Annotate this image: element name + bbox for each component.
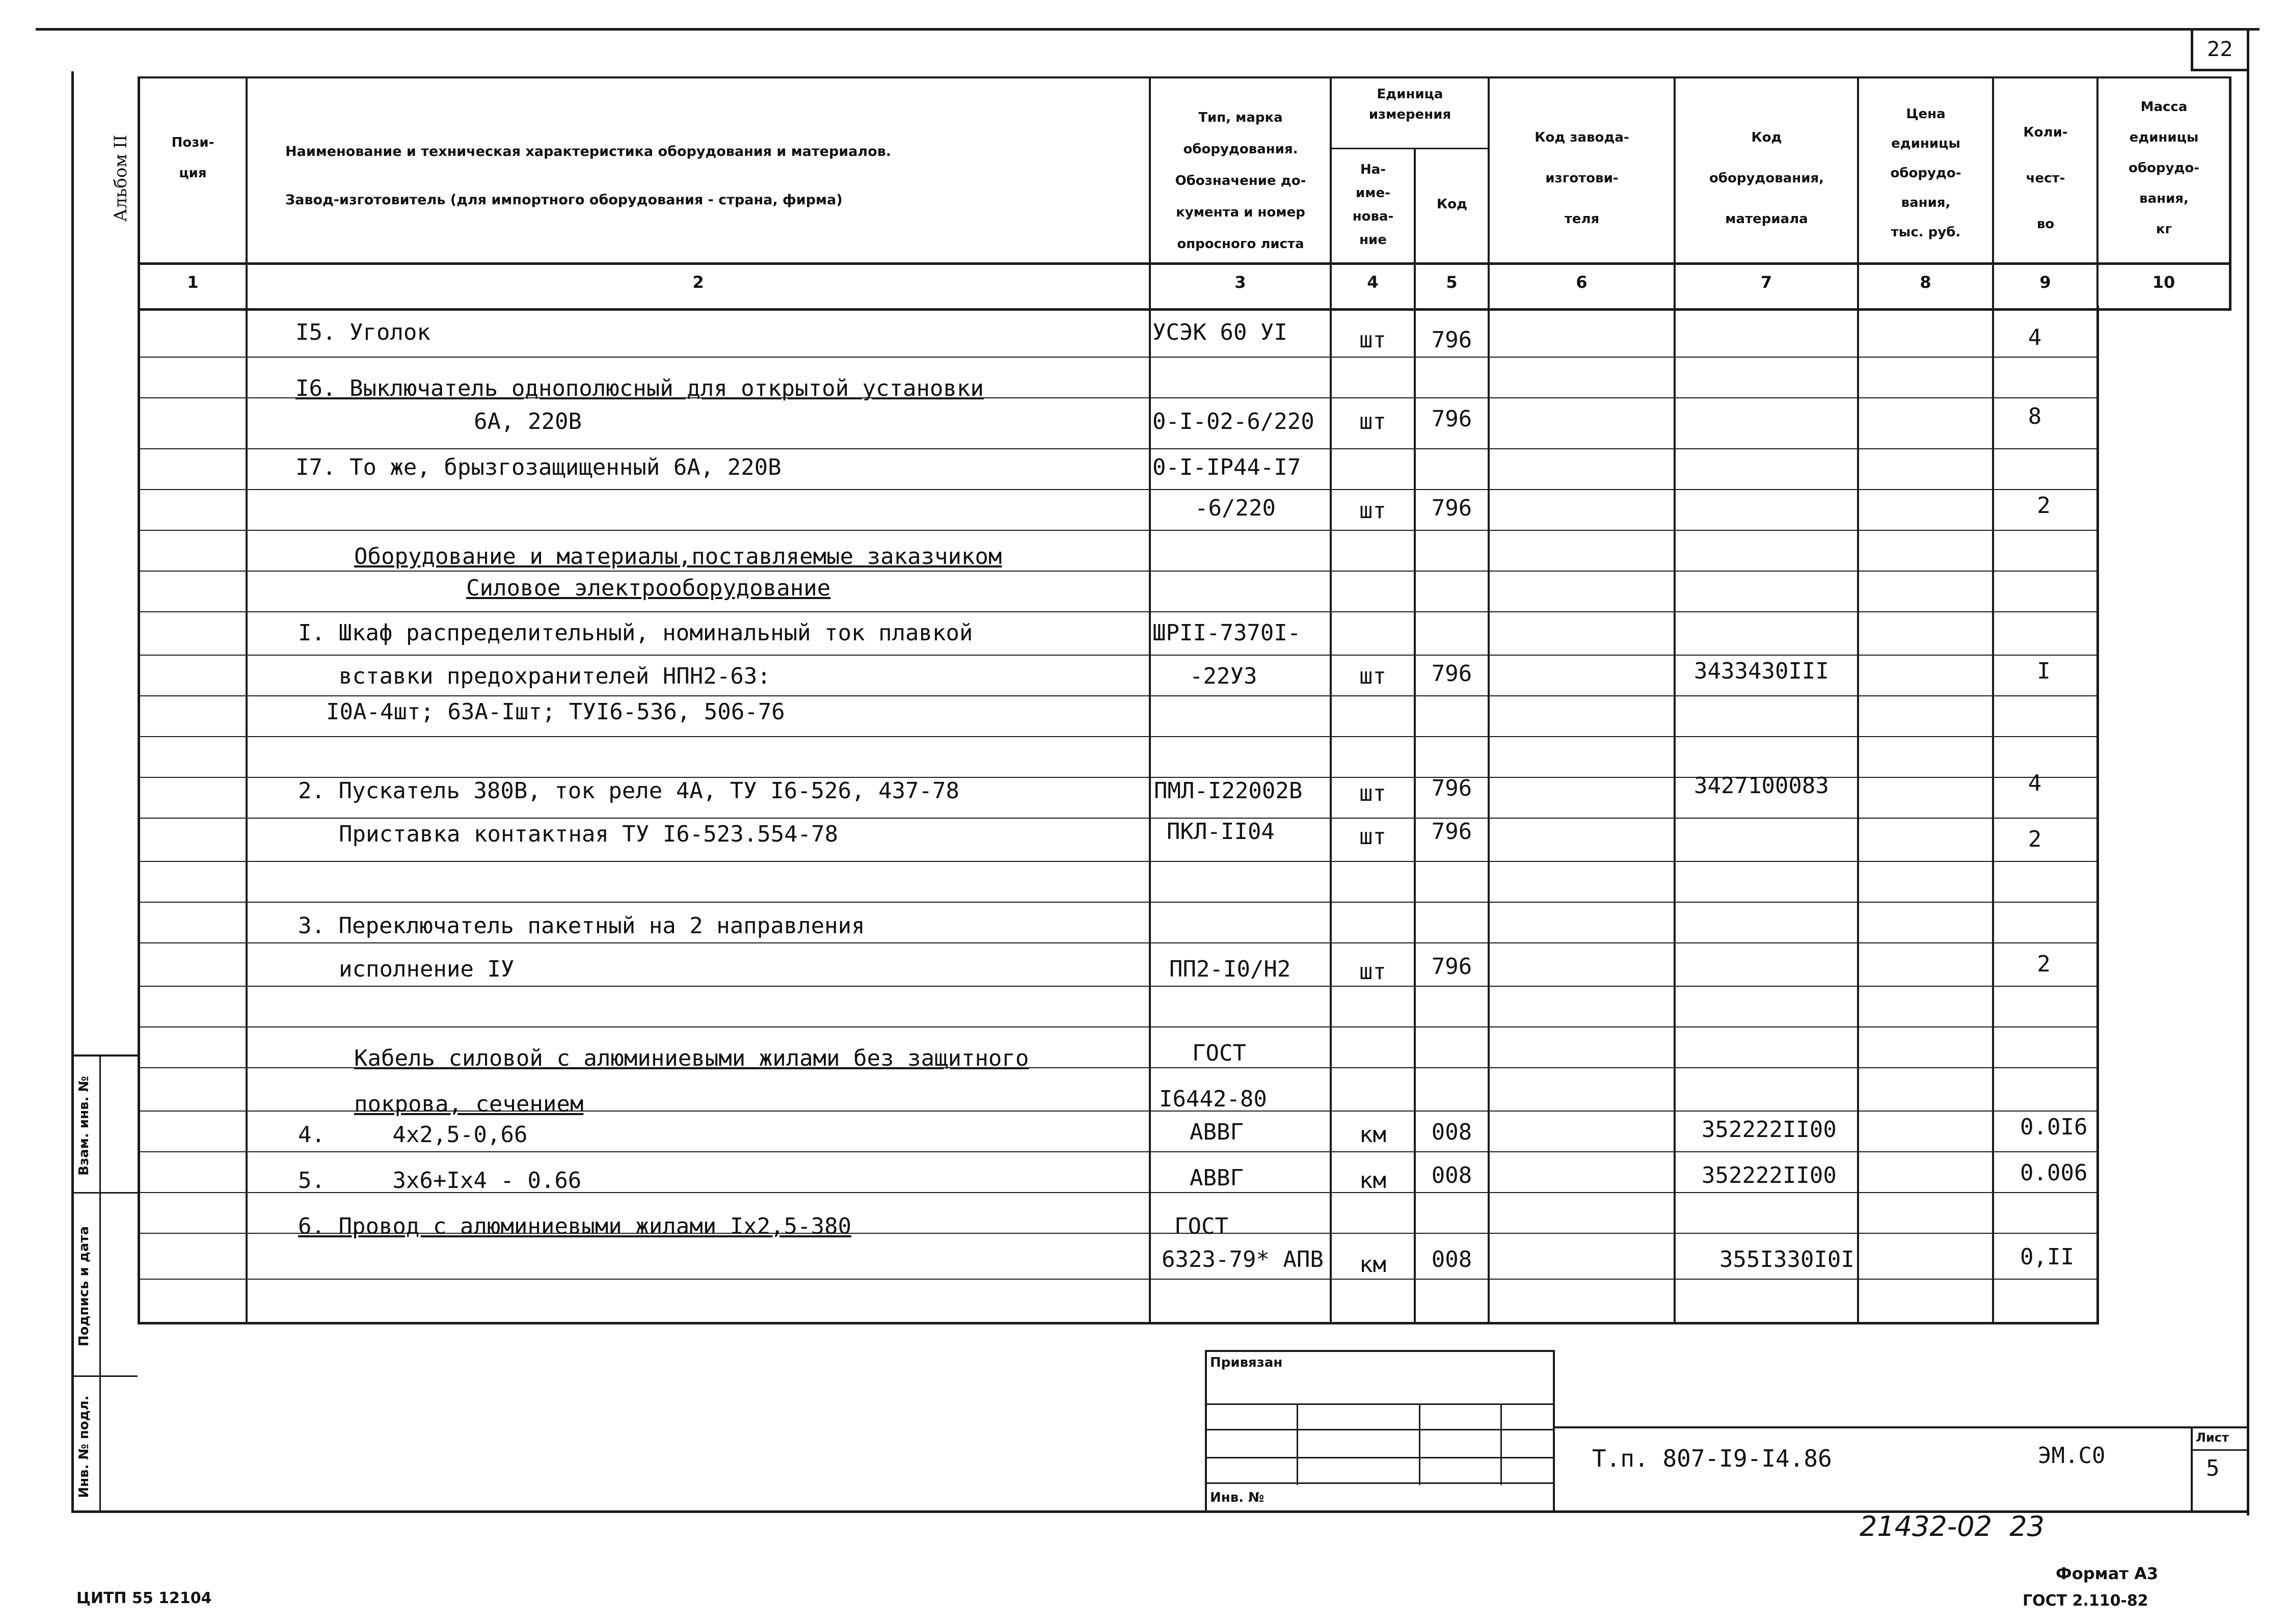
item-equip-code: 355I330I0I xyxy=(1719,1247,1854,1273)
stamp-inv-no: Инв. № xyxy=(1210,1490,1264,1505)
item-name: 2. Пускатель 380В, ток реле 4А, ТУ I6-526, 437-78 xyxy=(298,778,960,804)
item-unit: км xyxy=(1359,1122,1386,1148)
doc-mark: ЭМ.С0 xyxy=(2038,1443,2106,1469)
header-type: Тип, марка оборудования. Обозначение до- кумента и номер опросного листа xyxy=(1175,110,1306,252)
header-unit-code: Код xyxy=(1436,197,1468,212)
item-type: УСЭК 60 УI xyxy=(1152,319,1287,345)
item-quantity: 2 xyxy=(2037,951,2051,977)
item-name: I7. То же, брызгозащищенный 6А, 220В xyxy=(295,454,782,480)
item-unit: шт xyxy=(1359,409,1386,435)
item-unit: шт xyxy=(1359,824,1386,850)
column-number: 9 xyxy=(2039,273,2051,292)
item-name: 4. 4х2,5-0,66 xyxy=(298,1122,528,1148)
album-label: Альбом II xyxy=(111,134,131,222)
item-name: Кабель силовой с алюминиевыми жилами без защитного xyxy=(354,1045,1029,1071)
item-unit-code: 796 xyxy=(1431,495,1472,521)
doc-code: Т.п. 807-I9-I4.86 xyxy=(1592,1445,1832,1472)
item-type: I6442-80 xyxy=(1159,1086,1267,1112)
item-quantity: 4 xyxy=(2028,770,2042,796)
item-unit: км xyxy=(1359,1252,1386,1278)
item-unit: шт xyxy=(1359,498,1386,524)
item-unit-code: 008 xyxy=(1431,1247,1472,1273)
column-number: 5 xyxy=(1446,273,1458,292)
item-unit-code: 796 xyxy=(1431,406,1472,432)
header-units: Единица измерения xyxy=(1368,87,1451,122)
item-name: I. Шкаф распределительный, номинальный ток плавкой xyxy=(298,620,973,646)
item-unit-code: 796 xyxy=(1431,954,1472,980)
footer-left: ЦИТП 55 12104 xyxy=(76,1589,212,1607)
header-mass: Масса единицы оборудо- вания, кг xyxy=(2128,99,2200,237)
column-number: 4 xyxy=(1367,273,1379,292)
item-quantity: 0.006 xyxy=(2020,1160,2088,1186)
item-quantity: 4 xyxy=(2028,324,2042,350)
item-name: исполнение IУ xyxy=(339,956,515,982)
item-name: покрова, сечением xyxy=(354,1091,584,1117)
item-unit-code: 008 xyxy=(1431,1119,1472,1145)
footer-format: Формат А3 xyxy=(2056,1564,2159,1583)
item-equip-code: 3427100083 xyxy=(1694,773,1829,799)
item-name: 5. 3х6+Iх4 - 0.66 xyxy=(298,1168,582,1194)
item-name: 6А, 220В xyxy=(474,409,582,435)
column-number: 6 xyxy=(1576,273,1588,292)
item-unit-code: 796 xyxy=(1431,819,1472,845)
item-type: ПКЛ-II04 xyxy=(1167,819,1275,845)
column-number: 10 xyxy=(2152,273,2175,292)
side-label-signature: Подпись и дата xyxy=(76,1226,92,1347)
header-quantity: Коли- чест- во xyxy=(2023,125,2068,232)
item-type: 0-I-IP44-I7 xyxy=(1152,454,1301,480)
item-equip-code: 3433430III xyxy=(1694,658,1829,684)
item-quantity: I xyxy=(2037,658,2051,684)
column-number: 1 xyxy=(187,273,199,292)
item-quantity: 2 xyxy=(2037,493,2051,519)
stamp-privyazan: Привязан xyxy=(1210,1355,1283,1370)
handwritten-number: 21432-02 23 xyxy=(1860,1510,2045,1542)
item-quantity: 2 xyxy=(2028,826,2042,852)
column-number: 7 xyxy=(1760,273,1772,292)
item-type: ПМЛ-I22002В xyxy=(1154,778,1303,804)
item-unit-code: 796 xyxy=(1431,775,1472,801)
column-number: 2 xyxy=(692,273,704,292)
item-name: I6. Выключатель однополюсный для открытой установки xyxy=(295,375,984,401)
header-equip-code: Код оборудования, материала xyxy=(1709,130,1824,227)
item-type: ПП2-I0/Н2 xyxy=(1169,956,1291,982)
item-equip-code: 352222II00 xyxy=(1702,1117,1837,1143)
item-name: I5. Уголок xyxy=(295,319,431,345)
item-unit-code: 008 xyxy=(1431,1162,1472,1188)
sheet-number: 22 xyxy=(2207,38,2233,61)
item-type: 0-I-02-6/220 xyxy=(1152,409,1314,435)
item-name: Приставка контактная ТУ I6-523.554-78 xyxy=(339,821,839,847)
item-type: ГОСТ xyxy=(1174,1213,1228,1239)
item-unit: шт xyxy=(1359,327,1386,353)
column-number: 8 xyxy=(1920,273,1931,292)
header-name: Наименование и техническая характеристика оборудования и материалов. Завод-изготовитель (для импортного оборудования - страна, фирма) xyxy=(285,144,892,208)
item-quantity: 8 xyxy=(2028,403,2042,429)
list-number: 5 xyxy=(2206,1455,2220,1481)
item-unit: шт xyxy=(1359,780,1386,806)
item-unit: шт xyxy=(1359,959,1386,985)
item-type: 6323-79* АПВ xyxy=(1162,1247,1324,1273)
column-number: 3 xyxy=(1234,273,1246,292)
item-unit-code: 796 xyxy=(1431,661,1472,687)
side-label-inv: Инв. № подл. xyxy=(76,1395,92,1498)
item-quantity: 0,II xyxy=(2020,1244,2074,1270)
header-price: Цена единицы оборудо- вания, тыс. руб. xyxy=(1890,106,1961,240)
item-type: АВВГ xyxy=(1190,1165,1244,1191)
item-unit: км xyxy=(1359,1168,1386,1194)
item-section-title: Оборудование и материалы,поставляемые заказчиком xyxy=(354,544,1002,570)
item-type: ШРII-7370I- xyxy=(1152,620,1301,646)
item-type: ГОСТ xyxy=(1192,1040,1246,1066)
item-quantity: 0.0I6 xyxy=(2020,1114,2088,1140)
item-type: АВВГ xyxy=(1190,1119,1244,1145)
list-label: Лист xyxy=(2196,1430,2229,1445)
item-name: I0А-4шт; 63А-Iшт; ТУI6-536, 506-76 xyxy=(326,699,785,725)
side-label-vzam: Взам. инв. № xyxy=(76,1076,92,1176)
footer-gost: ГОСТ 2.110-82 xyxy=(2023,1592,2148,1610)
item-name: 3. Переключатель пакетный на 2 направления xyxy=(298,913,865,939)
header-unit-name: На- име- нова- ние xyxy=(1352,162,1394,248)
item-name: 6. Провод с алюминиевыми жилами Iх2,5-380 xyxy=(298,1213,852,1239)
item-type: -22У3 xyxy=(1190,663,1257,689)
item-name: вставки предохранителей НПН2-63: xyxy=(339,663,771,689)
item-type: -6/220 xyxy=(1195,495,1276,521)
item-section-subtitle: Силовое электрооборудование xyxy=(466,575,831,601)
header-position: Пози- ция xyxy=(171,135,214,181)
item-equip-code: 352222II00 xyxy=(1702,1162,1837,1188)
header-factory-code: Код завода- изготови- теля xyxy=(1535,130,1629,227)
item-unit: шт xyxy=(1359,663,1386,689)
item-unit-code: 796 xyxy=(1431,327,1472,353)
